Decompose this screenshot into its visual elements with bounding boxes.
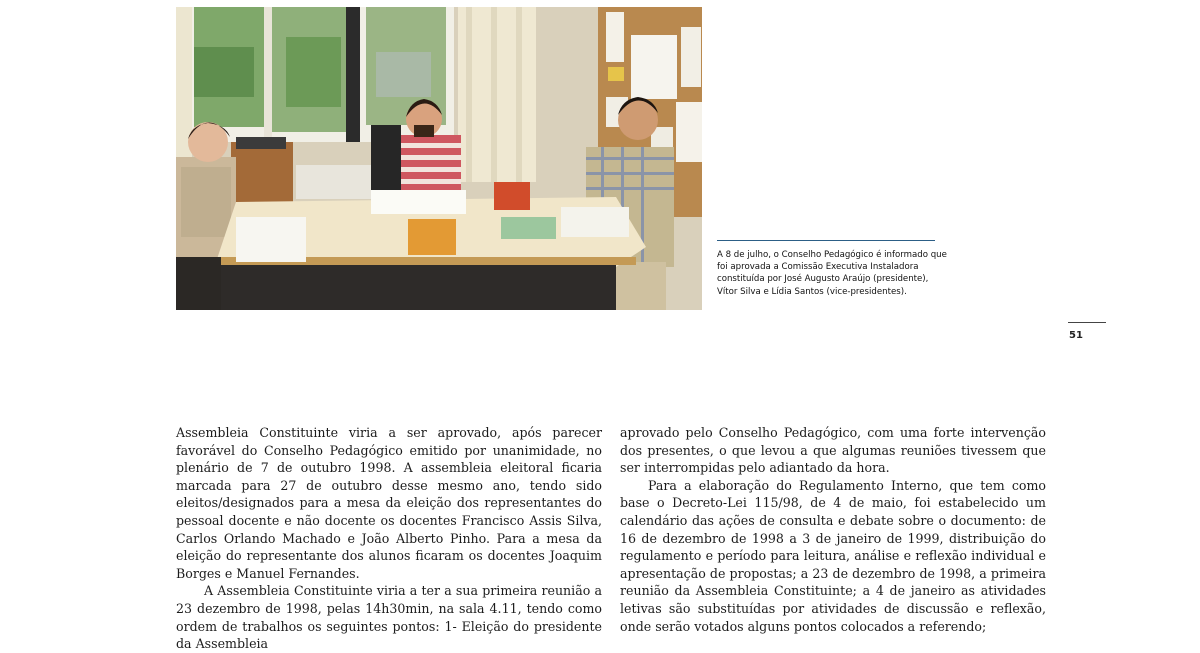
paragraph: A Assembleia Constituinte viria a ter a sua primeira reunião a 23 dezembro de 1998, pelas 14h30min, na sala 4.11, tendo como ordem de trabalhos os seguintes pontos: 1- Eleição do presidente da Assembleia (176, 583, 602, 652)
paragraph: Assembleia Constituinte viria a ser aprovado, após parecer favorável do Conselho Pedagógico emitido por unanimidade, no plenário de 7 de outubro 1998. A assembleia eleitoral ficaria marcada para 27 de outubro desse mesmo ano, tendo sido eleitos/designados para a mesa da eleição dos representantes do pessoal docente e não docente os docentes Francisco Assis Silva, Carlos Orlando Machado e João Alberto Pinho. Para a mesa da eleição do representante dos alunos ficaram os docentes Joaquim Borges e Manuel Fernandes. (176, 425, 602, 581)
page-number: 51 (1069, 330, 1083, 341)
paragraph: aprovado pelo Conselho Pedagógico, com uma forte intervenção dos presentes, o que levou a que algumas reuniões tivessem que ser interrompidas pelo adiantado da hora. (620, 425, 1046, 476)
photograph-icon (176, 7, 702, 310)
meeting-photo (176, 7, 702, 310)
caption-rule (717, 240, 935, 241)
body-column-left (176, 424, 602, 653)
body-column-right (620, 424, 1046, 635)
photo-caption: A 8 de julho, o Conselho Pedagógico é informado que foi aprovada a Comissão Executiva Instaladora constituída por José Augusto Araújo (presidente), Vítor Silva e Lídia Santos (vice-presidentes). (717, 250, 947, 297)
paragraph: Para a elaboração do Regulamento Interno, que tem como base o Decreto-Lei 115/98, de 4 de maio, foi estabelecido um calendário das ações de consulta e debate sobre o documento: de 16 de dezembro de 1998 a 3 de janeiro de 1999, distribuição do regulamento e período para leitura, análise e reflexão individual e apresentação de propostas; a 23 de dezembro de 1998, a primeira reunião da Assembleia Constituinte; a 4 de janeiro as atividades letivas são substituídas por atividades de discussão e reflexão, onde serão votados alguns pontos colocados a referendo; (620, 477, 1046, 634)
page-number-rule (1068, 322, 1106, 323)
